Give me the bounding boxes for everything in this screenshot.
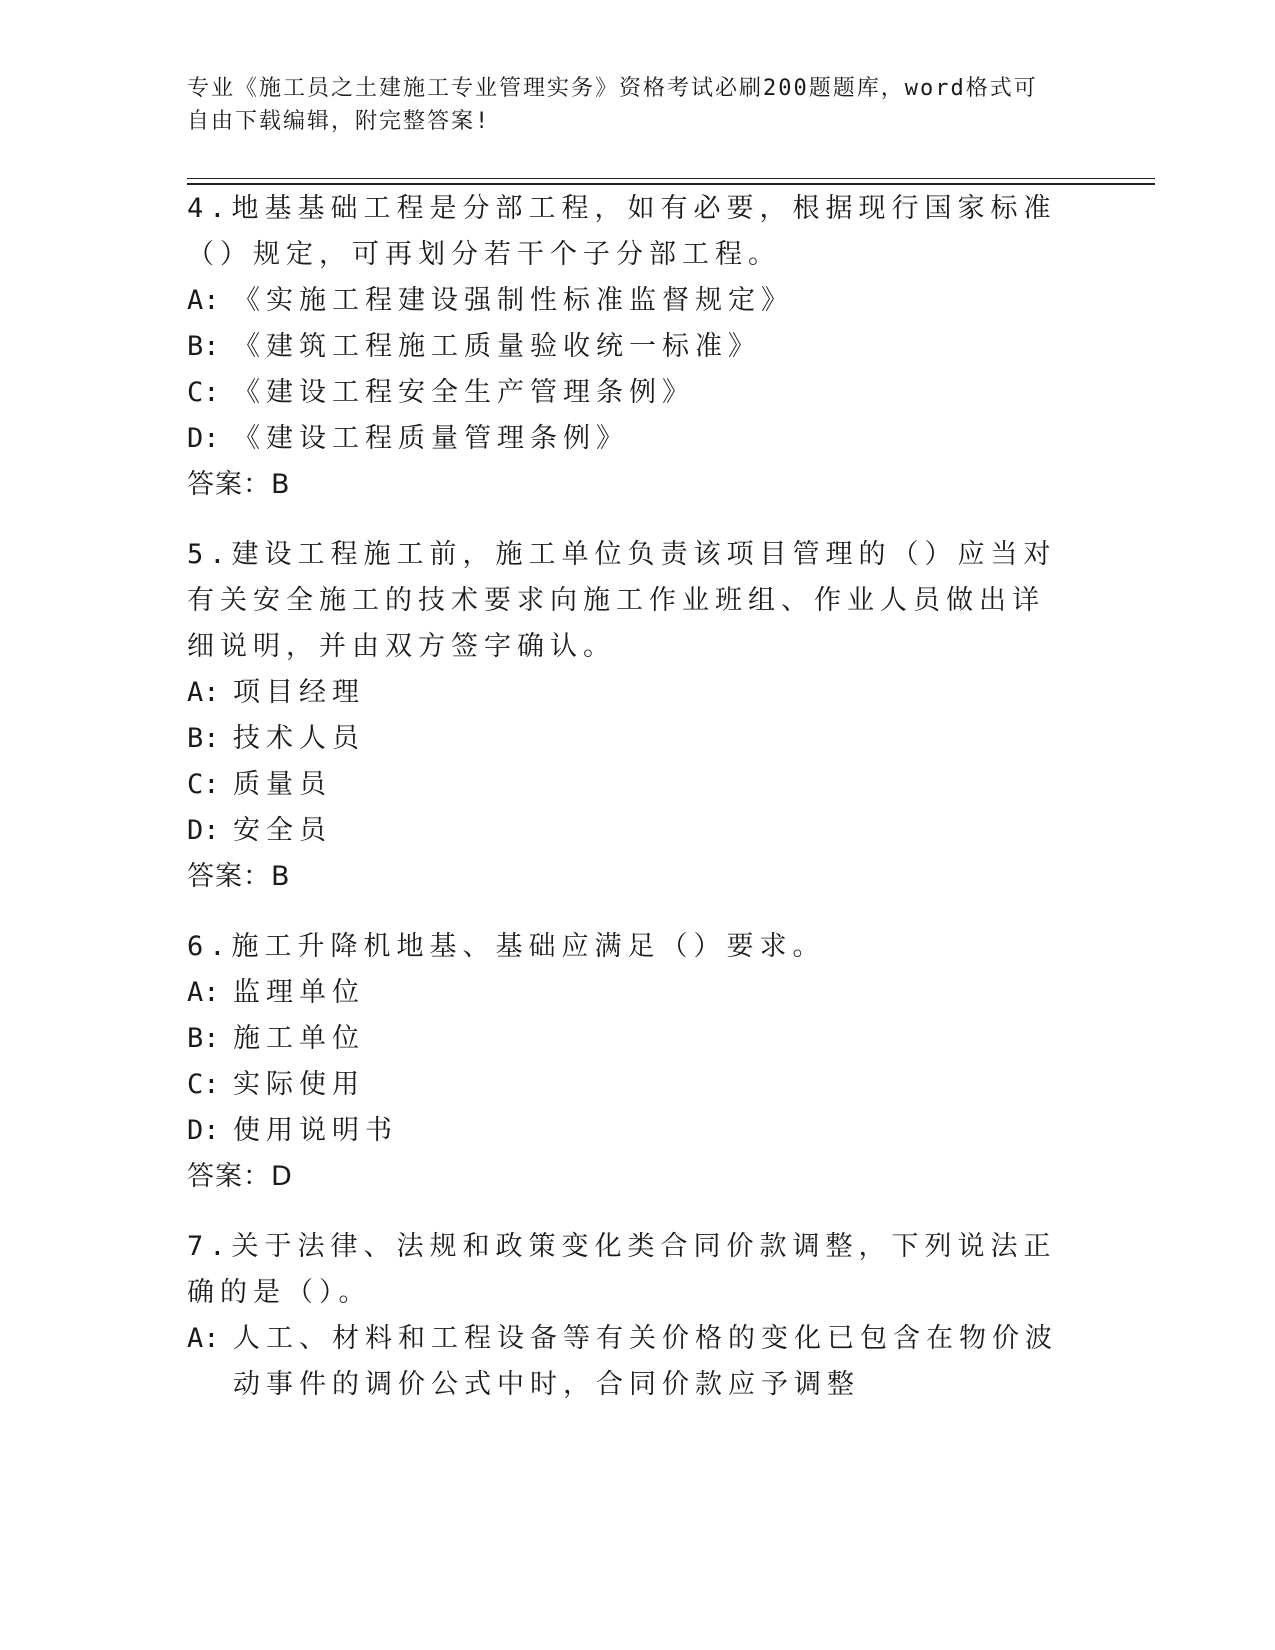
- option-d: [187, 1108, 1067, 1154]
- option-letter: C:: [187, 769, 220, 800]
- option-letter: D:: [187, 815, 220, 846]
- option-text: 实际使用: [233, 1069, 365, 1100]
- option-a: [187, 1316, 1067, 1408]
- option-letter: C:: [187, 377, 220, 408]
- option-letter: A:: [187, 1323, 220, 1354]
- option-text: 《建设工程安全生产管理条例》: [233, 377, 695, 408]
- option-c: [187, 370, 1067, 416]
- option-letter: B:: [187, 331, 220, 362]
- option-c: [187, 762, 1067, 808]
- question-stem: 5.建设工程施工前，施工单位负责该项目管理的（）应当对有关安全施工的技术要求向施工作业班组、作业人员做出详细说明，并由双方签字确认。: [187, 539, 1057, 662]
- option-letter: A:: [187, 285, 220, 316]
- option-letter: C:: [187, 1069, 220, 1100]
- option-d: [187, 416, 1067, 462]
- question-4: [187, 186, 1067, 508]
- option-text: 项目经理: [233, 677, 365, 708]
- question-6: [187, 924, 1067, 1200]
- question-7: [187, 1224, 1067, 1408]
- question-5: [187, 532, 1067, 900]
- question-stem: 6.施工升降机地基、基础应满足（）要求。: [187, 931, 826, 962]
- option-text: 使用说明书: [233, 1115, 398, 1146]
- header-line-1: 专业《施工员之土建施工专业管理实务》资格考试必刷200题题库，word格式可: [187, 76, 1038, 101]
- option-letter: D:: [187, 1115, 220, 1146]
- option-text: 质量员: [233, 769, 332, 800]
- answer-label: 答案：B: [187, 861, 291, 892]
- question-stem: 7.关于法律、法规和政策变化类合同价款调整，下列说法正确的是（）。: [187, 1231, 1057, 1308]
- option-b: [187, 716, 1067, 762]
- option-a: [187, 278, 1067, 324]
- option-letter: A:: [187, 977, 220, 1008]
- header-divider-thick: [187, 183, 1155, 185]
- option-d: [187, 808, 1067, 854]
- option-letter: B:: [187, 1023, 220, 1054]
- option-b: [187, 324, 1067, 370]
- option-c: [187, 1062, 1067, 1108]
- option-text: 技术人员: [233, 723, 365, 754]
- option-text: 人工、材料和工程设备等有关价格的变化已包含在物价波动事件的调价公式中时，合同价款应予调整: [233, 1323, 1058, 1400]
- option-text: 监理单位: [233, 977, 365, 1008]
- option-text: 《实施工程建设强制性标准监督规定》: [233, 285, 794, 316]
- header-line-2: 自由下载编辑，附完整答案!: [187, 109, 491, 134]
- document-header: [187, 72, 1067, 138]
- option-text: 安全员: [233, 815, 332, 846]
- option-text: 《建筑工程施工质量验收统一标准》: [233, 331, 761, 362]
- option-text: 施工单位: [233, 1023, 365, 1054]
- option-text: 《建设工程质量管理条例》: [233, 423, 629, 454]
- option-a: [187, 970, 1067, 1016]
- question-list: [187, 186, 1067, 1432]
- option-letter: B:: [187, 723, 220, 754]
- answer-label: 答案：D: [187, 1161, 293, 1192]
- option-letter: D:: [187, 423, 220, 454]
- option-letter: A:: [187, 677, 220, 708]
- option-a: [187, 670, 1067, 716]
- answer-label: 答案：B: [187, 469, 291, 500]
- option-b: [187, 1016, 1067, 1062]
- header-divider-thin: [187, 178, 1155, 179]
- question-stem: 4.地基基础工程是分部工程，如有必要，根据现行国家标准（）规定，可再划分若干个子分部工程。: [187, 193, 1057, 270]
